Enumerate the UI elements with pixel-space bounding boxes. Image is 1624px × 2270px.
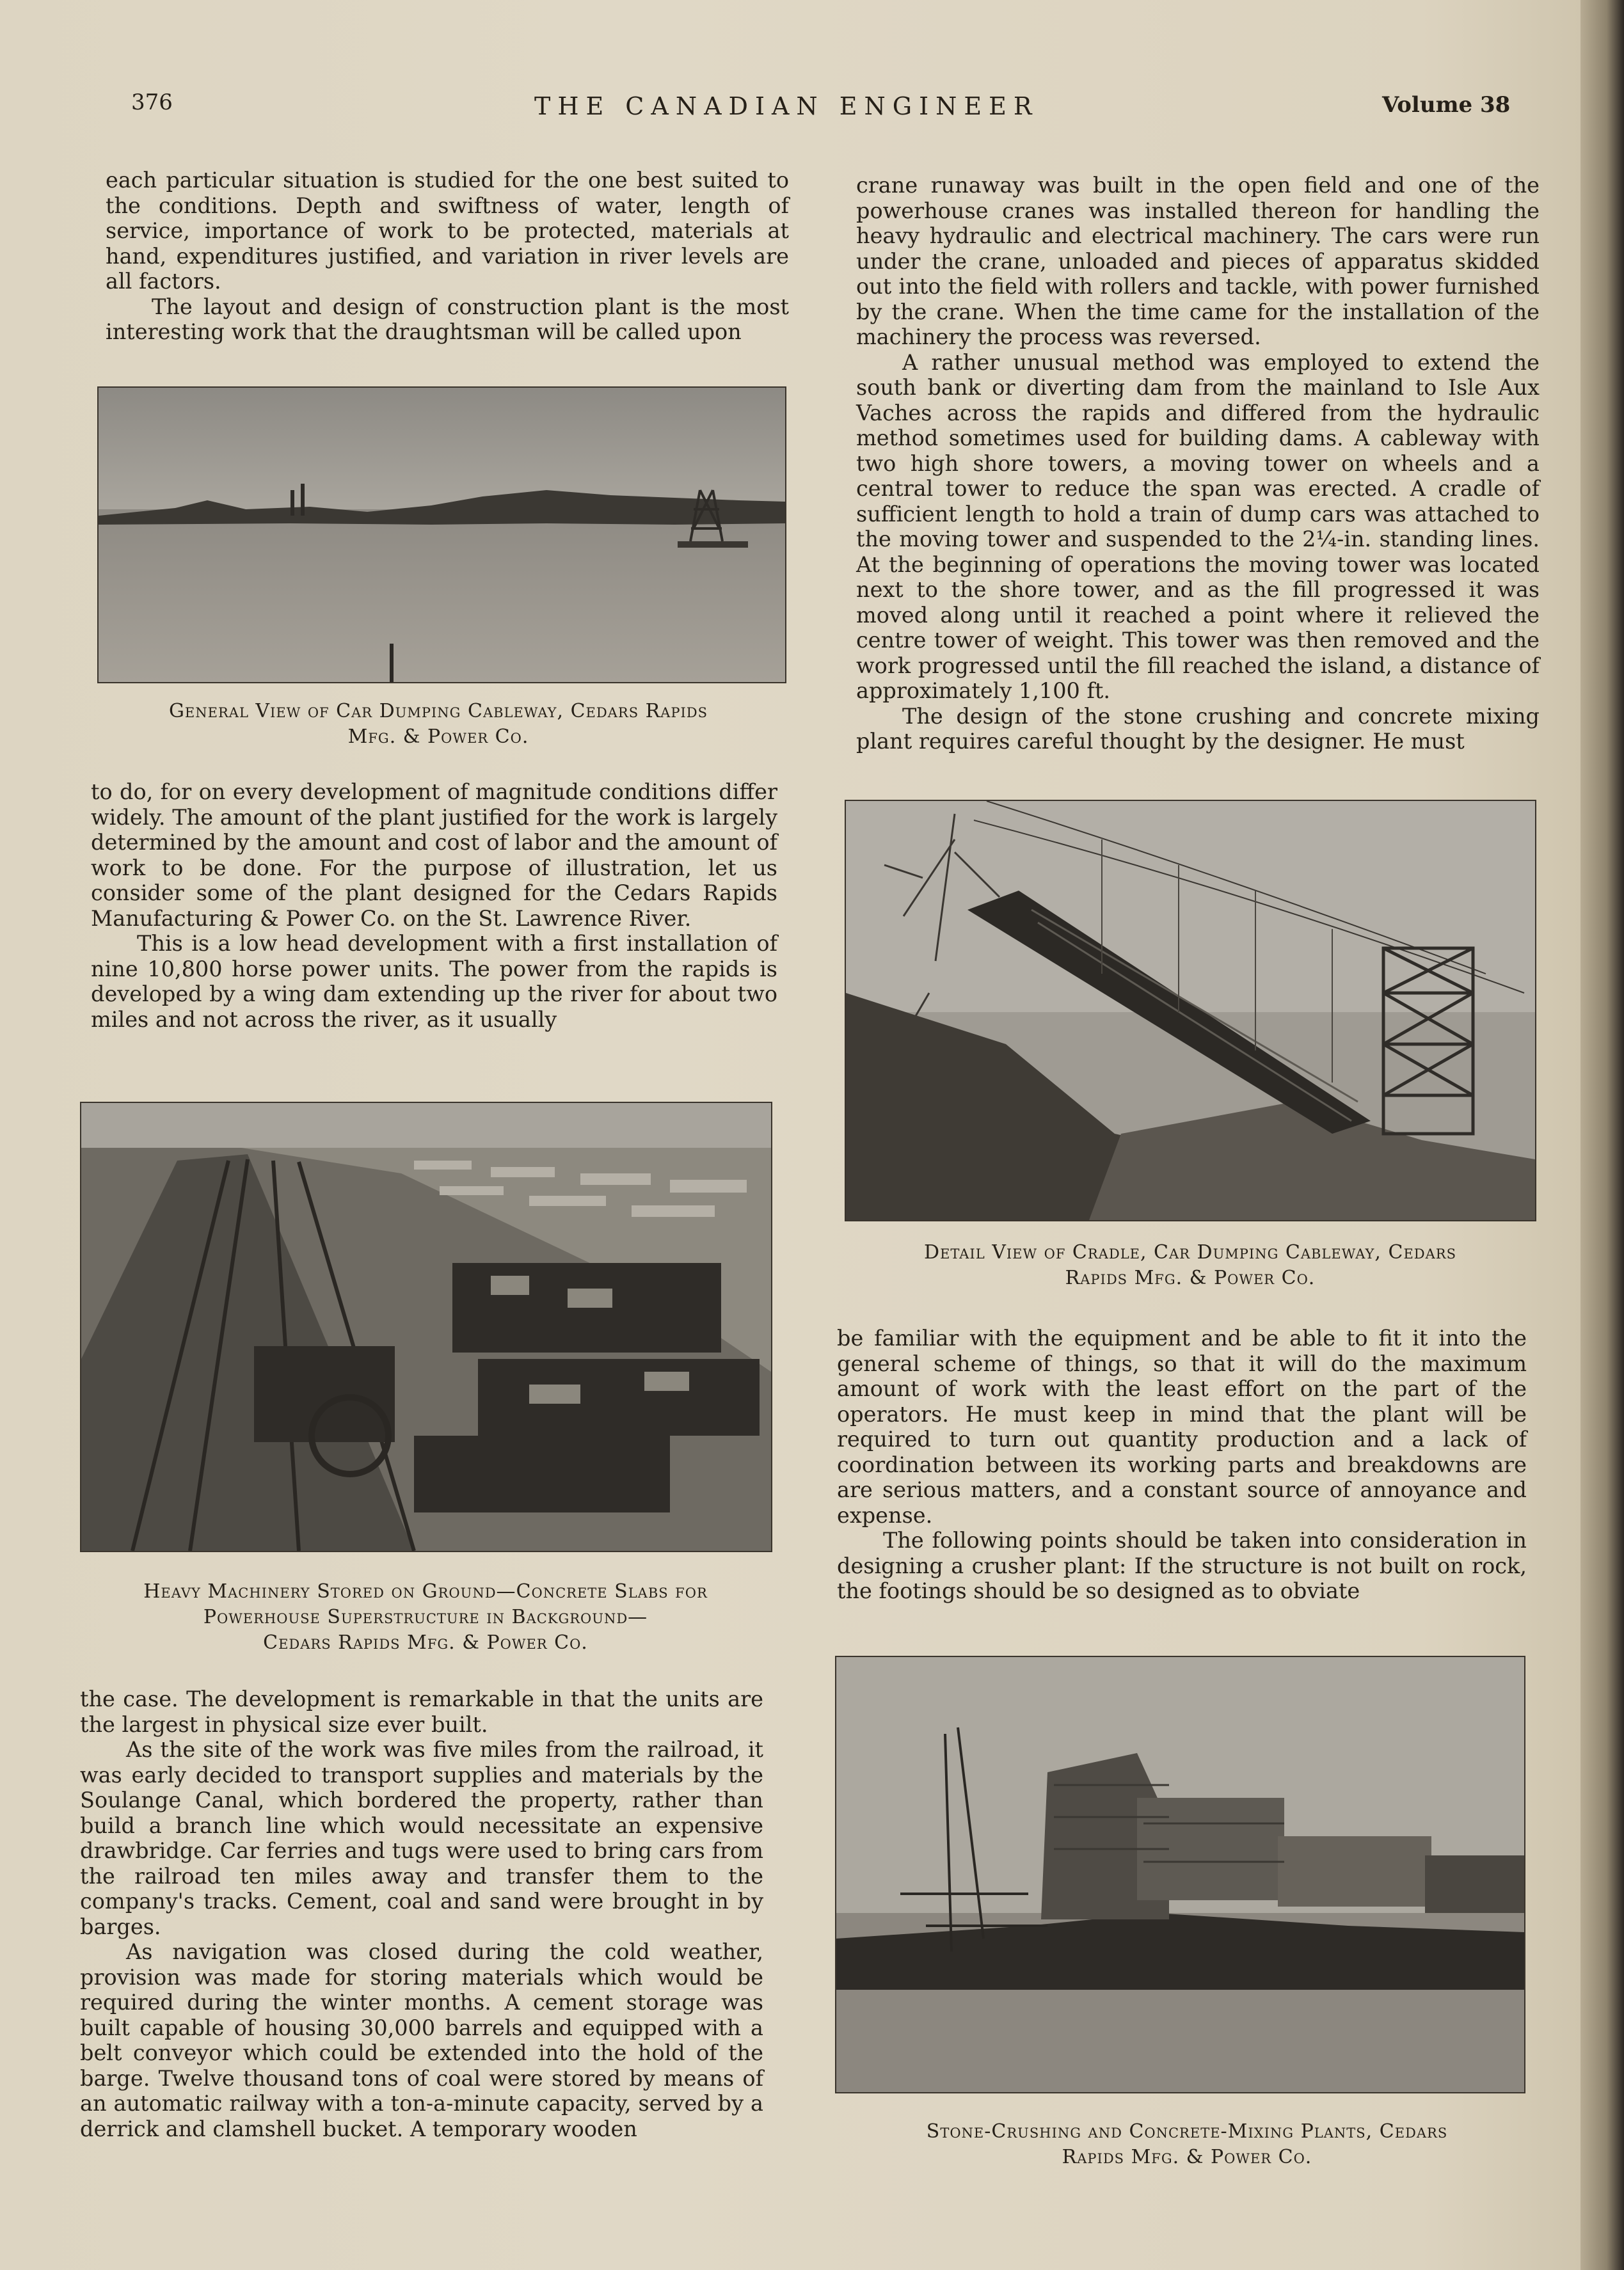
caption-line: General View of Car Dumping Cableway, Cedars Rapids xyxy=(168,700,708,722)
paragraph: crane runaway was built in the open field and one of the powerhouse cranes was installed thereon for handling the heavy hydraulic and electrical machinery. The cars were run under the crane, unloaded and pieces of apparatus skidded out into the field with rollers and tackle, with power furnished by the crane. When the time came for the installation of the machinery the process was reversed. xyxy=(856,173,1540,349)
photo-cradle-detail-view-image xyxy=(846,801,1535,1220)
journal-title: THE CANADIAN ENGINEER xyxy=(534,92,1039,120)
paragraph: The layout and design of construction plant is the most interesting work that the draughtsman will be called upon xyxy=(106,294,789,344)
paragraph: the case. The development is remarkable in that the units are the largest in physical size ever built. xyxy=(80,1687,763,1737)
right-column-block-1 xyxy=(856,173,1540,754)
caption-line: Mfg. & Power Co. xyxy=(347,726,529,748)
page-header xyxy=(0,90,1580,128)
photo-heavy-machinery-stored-image xyxy=(81,1103,771,1551)
caption-figure-2 xyxy=(58,1579,793,1656)
volume-label: Volume 38 xyxy=(1382,92,1511,118)
paragraph: The design of the stone crushing and concrete mixing plant requires careful thought by the designer. He must xyxy=(856,703,1540,754)
photo-heavy-machinery-stored xyxy=(80,1102,772,1552)
photo-stone-crushing-plant-image xyxy=(836,1657,1524,2092)
photo-cableway-general-view-image xyxy=(99,388,785,682)
caption-line: Heavy Machinery Stored on Ground—Concrete Slabs for xyxy=(143,1580,708,1603)
photo-cradle-detail-view xyxy=(845,800,1536,1221)
left-column-block-3 xyxy=(80,1687,763,2141)
book-spine xyxy=(1580,0,1624,2270)
page-number: 376 xyxy=(131,90,173,115)
photo-stone-crushing-plant xyxy=(835,1656,1525,2093)
paragraph: A rather unusual method was employed to extend the south bank or diverting dam from the mainland to Isle Aux Vaches across the rapids and differed from the hydraulic method sometimes used for building dams. A cableway with two high shore towers, a moving tower on wheels and a central tower to reduce the span was erected. A cradle of sufficient length to hold a train of dump cars was attached to the moving tower and suspended to the 2¼-in. standing lines. At the beginning of operations the moving tower was located next to the shore tower, and as the fill progressed it was moved along until it reached a point where it relieved the centre tower of weight. This tower was then removed and the work progressed until the fill reached the island, a distance of approximately 1,100 ft. xyxy=(856,349,1540,703)
paragraph: This is a low head development with a first installation of nine 10,800 horse power units. The power from the rapids is developed by a wing dam extending up the river for about two miles and not across the river, as it usually xyxy=(91,931,777,1032)
caption-line: Powerhouse Superstructure in Background— xyxy=(203,1606,648,1628)
right-column-block-2 xyxy=(837,1326,1527,1604)
caption-figure-3 xyxy=(825,1240,1555,1291)
paragraph: each particular situation is studied for the one best suited to the conditions. Depth and swiftness of water, length of service, importance of work to be protected, materials at hand, expenditures justified, and variation in river levels are all factors. xyxy=(106,168,789,294)
paragraph: As the site of the work was five miles from the railroad, it was early decided to transport supplies and materials by the Soulange Canal, which bordered the property, rather than build a branch line which would necessitate an expensive drawbridge. Car ferries and tugs were used to bring cars from the railroad ten miles away and transfer them to the company's tracks. Cement, coal and sand were brought in by barges. xyxy=(80,1737,763,1939)
caption-figure-4 xyxy=(825,2119,1548,2170)
caption-line: Cedars Rapids Mfg. & Power Co. xyxy=(263,1631,588,1654)
paragraph: be familiar with the equipment and be able to fit it into the general scheme of things, so that it will do the maximum amount of work with the least effort on the part of the operators. He must keep in mind that the plant will be required to turn out quantity production and a lack of coordination between its working parts and breakdowns are are serious matters, and a constant source of annoyance and expense. xyxy=(837,1326,1527,1528)
photo-cableway-general-view xyxy=(97,386,786,683)
paragraph: As navigation was closed during the cold weather, provision was made for storing materials which would be required during the winter months. A cement storage was built capable of housing 30,000 barrels and equipped with a belt conveyor which could be extended into the hold of the barge. Twelve thousand tons of coal were stored by means of an automatic railway with a ton-a-minute capacity, served by a derrick and clamshell bucket. A temporary wooden xyxy=(80,1939,763,2141)
caption-line: Rapids Mfg. & Power Co. xyxy=(1065,1267,1316,1289)
caption-line: Stone-Crushing and Concrete-Mixing Plants, Cedars xyxy=(926,2120,1448,2143)
paragraph: The following points should be taken into consideration in designing a crusher plant: If the structure is not built on rock, the footings should be so designed as to obviate xyxy=(837,1528,1527,1603)
left-column-block-2 xyxy=(91,779,777,1032)
caption-line: Detail View of Cradle, Car Dumping Cableway, Cedars xyxy=(924,1241,1456,1264)
caption-figure-1 xyxy=(64,699,813,750)
left-column-block-1 xyxy=(106,168,789,345)
caption-line: Rapids Mfg. & Power Co. xyxy=(1062,2146,1312,2168)
paragraph: to do, for on every development of magnitude conditions differ widely. The amount of the plant justified for the work is largely determined by the amount and cost of labor and the amount of work to be done. For the purpose of illustration, let us consider some of the plant designed for the Cedars Rapids Manufacturing & Power Co. on the St. Lawrence River. xyxy=(91,779,777,931)
